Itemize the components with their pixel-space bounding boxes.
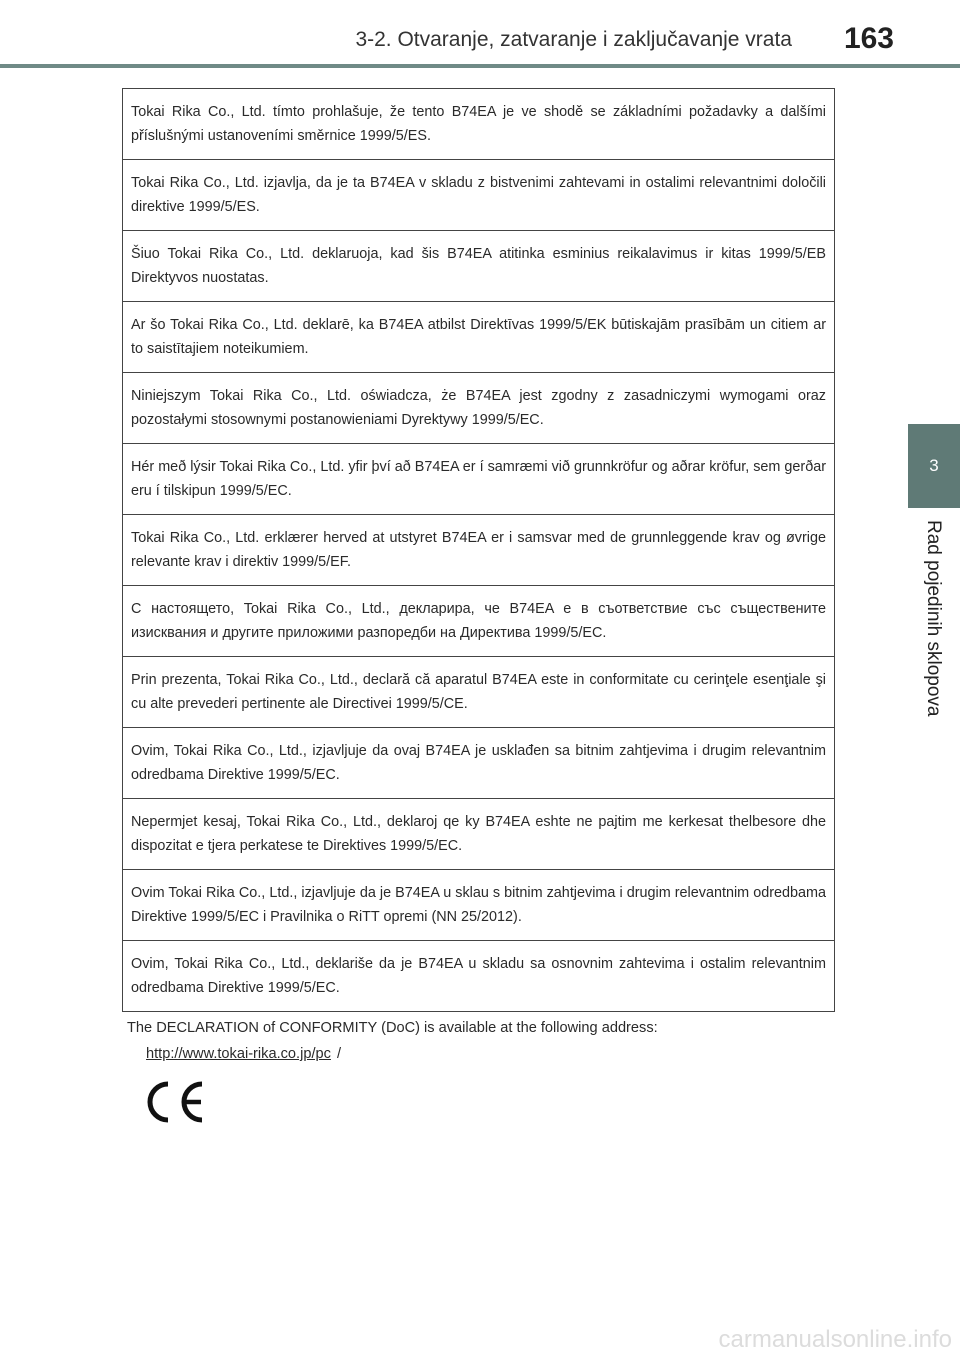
- declaration-is: Hér með lýsir Tokai Rika Co., Ltd. yfir því að B74EA er í samræmi við grunnkröfur og aðrar kröfur, sem gerðar eru í tilskipun 1999/5/EC.: [123, 444, 835, 515]
- declaration-sq: Nepermjet kesaj, Tokai Rika Co., Ltd., deklaroj qe ky B74EA eshte ne pajtim me kerkesat thelbesore dhe dispozitat e tjera perkatese te Direktives 1999/5/EC.: [123, 799, 835, 870]
- declaration-cs: Tokai Rika Co., Ltd. tímto prohlašuje, že tento B74EA je ve shodě se základními požadavky a dalšími příslušnými ustanoveními směrnice 1999/5/ES.: [123, 89, 835, 160]
- chapter-number: 3: [929, 456, 939, 475]
- ce-mark-icon: [146, 1080, 208, 1124]
- table-row: [123, 302, 835, 373]
- doc-statement: The DECLARATION of CONFORMITY (DoC) is available at the following address:: [127, 1020, 658, 1036]
- page-number: 163: [843, 22, 894, 55]
- table-row: [123, 231, 835, 302]
- chapter-tab: [908, 424, 960, 508]
- declaration-lv: Ar šo Tokai Rika Co., Ltd. deklarē, ka B74EA atbilst Direktīvas 1999/5/EK būtiskajām prasībām un citiem ar to saistītajiem noteikumiem.: [123, 302, 835, 373]
- doc-url-suffix: /: [337, 1046, 342, 1062]
- declaration-sr: Ovim, Tokai Rika Co., Ltd., deklariše da je B74EA u skladu sa osnovnim zahtevima i ostalim relevantnim odredbama Direktive 1999/5/EC.: [123, 941, 835, 1012]
- table-row: [123, 799, 835, 870]
- doc-url-link[interactable]: http://www.tokai-rika.co.jp/pc: [146, 1046, 331, 1062]
- table-row: [123, 870, 835, 941]
- watermark: carmanualsonline.info: [718, 1326, 952, 1353]
- table-row: [123, 941, 835, 1012]
- declaration-no: Tokai Rika Co., Ltd. erklærer herved at utstyret B74EA er i samsvar med de grunnleggende krav og øvrige relevante krav i direktiv 1999/5/EF.: [123, 515, 835, 586]
- table-row: [123, 89, 835, 160]
- header-rule: [0, 64, 960, 68]
- declaration-ro: Prin prezenta, Tokai Rika Co., Ltd., declară că aparatul B74EA este in conformitate cu cerinţele esenţiale şi cu alte prevederi pertinente ale Directivei 1999/5/CE.: [123, 657, 835, 728]
- declaration-bg: С настоящето, Tokai Rika Co., Ltd., декларира, че B74EA е в съответствие със съществените изисквания и другите приложими разпоредби на Директива 1999/5/EC.: [123, 586, 835, 657]
- table-row: [123, 373, 835, 444]
- table-row: [123, 444, 835, 515]
- declaration-lt: Šiuo Tokai Rika Co., Ltd. deklaruoja, kad šis B74EA atitinka esminius reikalavimus ir kitas 1999/5/EB Direktyvos nuostatas.: [123, 231, 835, 302]
- declaration-bs: Ovim, Tokai Rika Co., Ltd., izjavljuje da ovaj B74EA je usklađen sa bitnim zahtjevima i drugim relevantnim odredbama Direktive 1999/5/EC.: [123, 728, 835, 799]
- table-row: [123, 515, 835, 586]
- table-row: [123, 586, 835, 657]
- table-row: [123, 160, 835, 231]
- table-row: [123, 657, 835, 728]
- declarations-table: [122, 88, 835, 1012]
- running-header-title: 3-2. Otvaranje, zatvaranje i zaključavanje vrata: [355, 28, 792, 51]
- declaration-sl: Tokai Rika Co., Ltd. izjavlja, da je ta B74EA v skladu z bistvenimi zahtevami in ostalimi relevantnimi določili direktive 1999/5/ES.: [123, 160, 835, 231]
- table-row: [123, 728, 835, 799]
- chapter-side-label: Rad pojedinih sklopova: [923, 520, 944, 717]
- declaration-hr: Ovim Tokai Rika Co., Ltd., izjavljuje da je B74EA u sklau s bitnim zahtjevima i drugim relevantnim odredbama Direktive 1999/5/EC i Pravilnika o RiTT opremi (NN 25/2012).: [123, 870, 835, 941]
- declaration-pl: Niniejszym Tokai Rika Co., Ltd. oświadcza, że B74EA jest zgodny z zasadniczymi wymogami oraz pozostałymi stosownymi postanowieniami Dyrektywy 1999/5/EC.: [123, 373, 835, 444]
